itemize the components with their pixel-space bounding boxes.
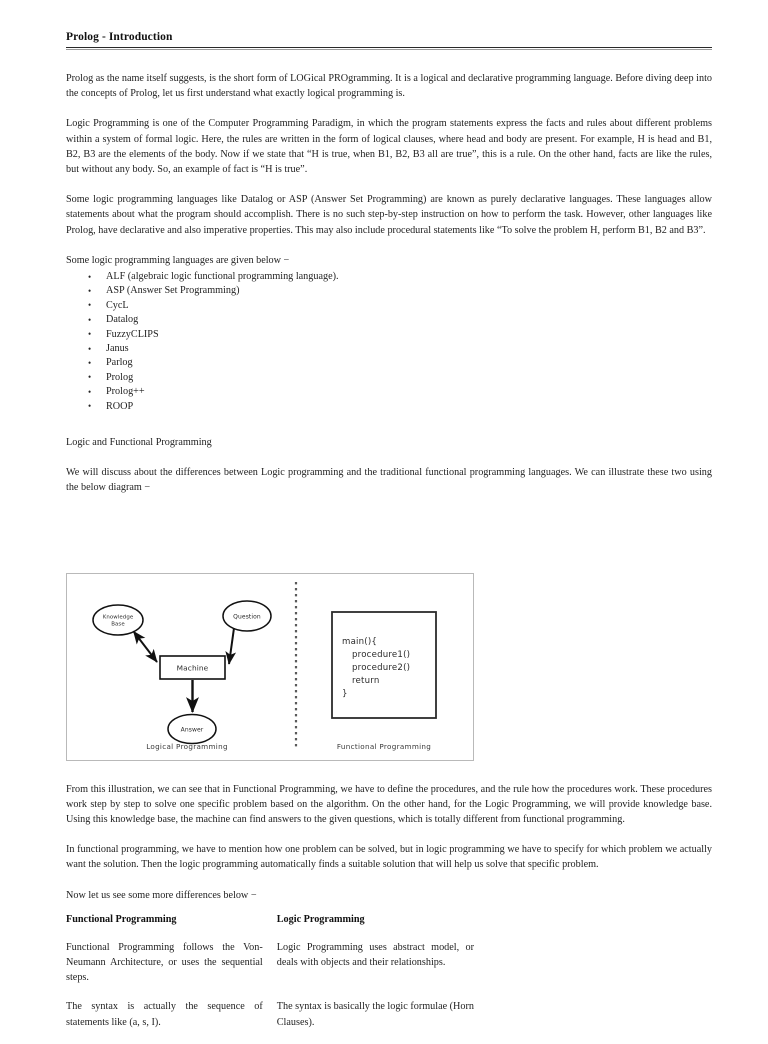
table-row — [66, 940, 474, 1000]
table-header-functional: Functional Programming — [66, 913, 177, 925]
arrow-knowledge-machine — [134, 632, 157, 662]
paragraph-diagram-intro: We will discuss about the differences between Logic programming and the traditional functional programming languages. We can illustrate these two using the below diagram − — [66, 467, 712, 494]
table-header-row — [66, 912, 474, 940]
code-line-2: procedure1() — [352, 649, 411, 660]
list-item: • Parlog — [66, 356, 712, 370]
list-item: • Prolog++ — [66, 385, 712, 399]
table-cell-logic-abstract-model: Logic Programming uses abstract model, or deals with objects and their relationships. — [276, 941, 474, 968]
table-intro-text: Now let us see some more differences below − — [66, 889, 257, 901]
code-line-3: procedure2() — [352, 662, 411, 673]
table-cell-logic-syntax: The syntax is basically the logic formulae (Horn Clauses). — [276, 1001, 474, 1028]
machine-label: Machine — [176, 663, 209, 672]
code-line-4: return — [352, 675, 380, 686]
list-intro-text: Some logic programming languages are given below − — [66, 254, 290, 266]
list-item: • ALF (algebraic logic functional programming language). — [66, 270, 712, 284]
logic-language-list — [66, 270, 712, 414]
comparison-diagram — [66, 573, 474, 761]
knowledge-base-label-line2: Base — [111, 621, 125, 627]
paragraph-functional-vs-logic: In functional programming, we have to mention how one problem can be solved, but in logic programming we have to specify for which problem we actually want the solution. Then the logic programming automatically finds a suitable solution that will help us solve that specific problem. — [66, 844, 712, 871]
diagram-right-caption: Functional Programming — [336, 741, 432, 751]
paragraph-illustration-explanation: From this illustration, we can see that in Functional Programming, we have to define the procedures, and the rule how the procedures work. These procedures work step by step to solve one specific problem based on the algorithm. On the other hand, for the Logic Programming, we will provide knowledge base. Using this knowledge base, the machine can find answers to the given questions, which is totally different from functional programming. — [66, 783, 712, 825]
code-line-5: } — [342, 688, 348, 699]
section-heading-logic-functional: Logic and Functional Programming — [66, 437, 212, 449]
list-item: • Prolog — [66, 371, 712, 385]
list-item: • Janus — [66, 342, 712, 356]
table-row — [66, 999, 474, 1043]
question-label: Question — [233, 613, 261, 620]
answer-label: Answer — [180, 726, 204, 733]
paragraph-declarative-languages: Some logic programming languages like Datalog or ASP (Answer Set Programming) are known as purely declarative languages. These languages allow statements about what the program should accomplish. There is no such step-by-step instruction on how to perform the task. However, other languages like Prolog, have declarative and also imperative properties. This may also include procedural statements like “To solve the problem H, perform B1, B2 and B3”. — [66, 194, 712, 236]
page-title: Prolog - Introduction — [66, 31, 173, 43]
knowledge-base-label-line1: Knowledge — [102, 614, 134, 620]
diagram-svg — [67, 574, 473, 760]
header-divider — [66, 47, 712, 48]
list-item: • CycL — [66, 299, 712, 313]
list-item: • FuzzyCLIPS — [66, 328, 712, 342]
list-item: • ROOP — [66, 400, 712, 414]
table-cell-functional-syntax: The syntax is actually the sequence of statements like (a, s, I). — [66, 1001, 263, 1028]
list-item: • Datalog — [66, 313, 712, 327]
list-item: • ASP (Answer Set Programming) — [66, 284, 712, 298]
table-cell-functional-architecture: Functional Programming follows the Von-Neumann Architecture, or uses the sequential steps. — [66, 941, 263, 984]
diagram-left-caption: Logical Programming — [146, 741, 228, 751]
arrow-question-machine — [229, 628, 234, 664]
paragraph-logic-programming: Logic Programming is one of the Computer Programming Paradigm, in which the program statements express the facts and rules about different problems within a system of formal logic. Here, the rules are written in the form of logical clauses, where head and body are present. For example, H is head and B1, B2, B3 are the elements of the body. Now if we state that “H is true, when B1, B2, B3 all are true”, this is a rule. On the other hand, facts are like the rules, but without any body. So, an example of fact is “H is true”. — [66, 118, 712, 176]
document-content — [66, 30, 712, 1044]
table-header-logic: Logic Programming — [276, 913, 365, 925]
paragraph-intro: Prolog as the name itself suggests, is the short form of LOGical PROgramming. It is a logical and declarative programming language. Before diving deep into the concepts of Prolog, let us first understand what exactly logical programming is. — [66, 73, 712, 100]
code-line-1: main(){ — [342, 636, 378, 647]
